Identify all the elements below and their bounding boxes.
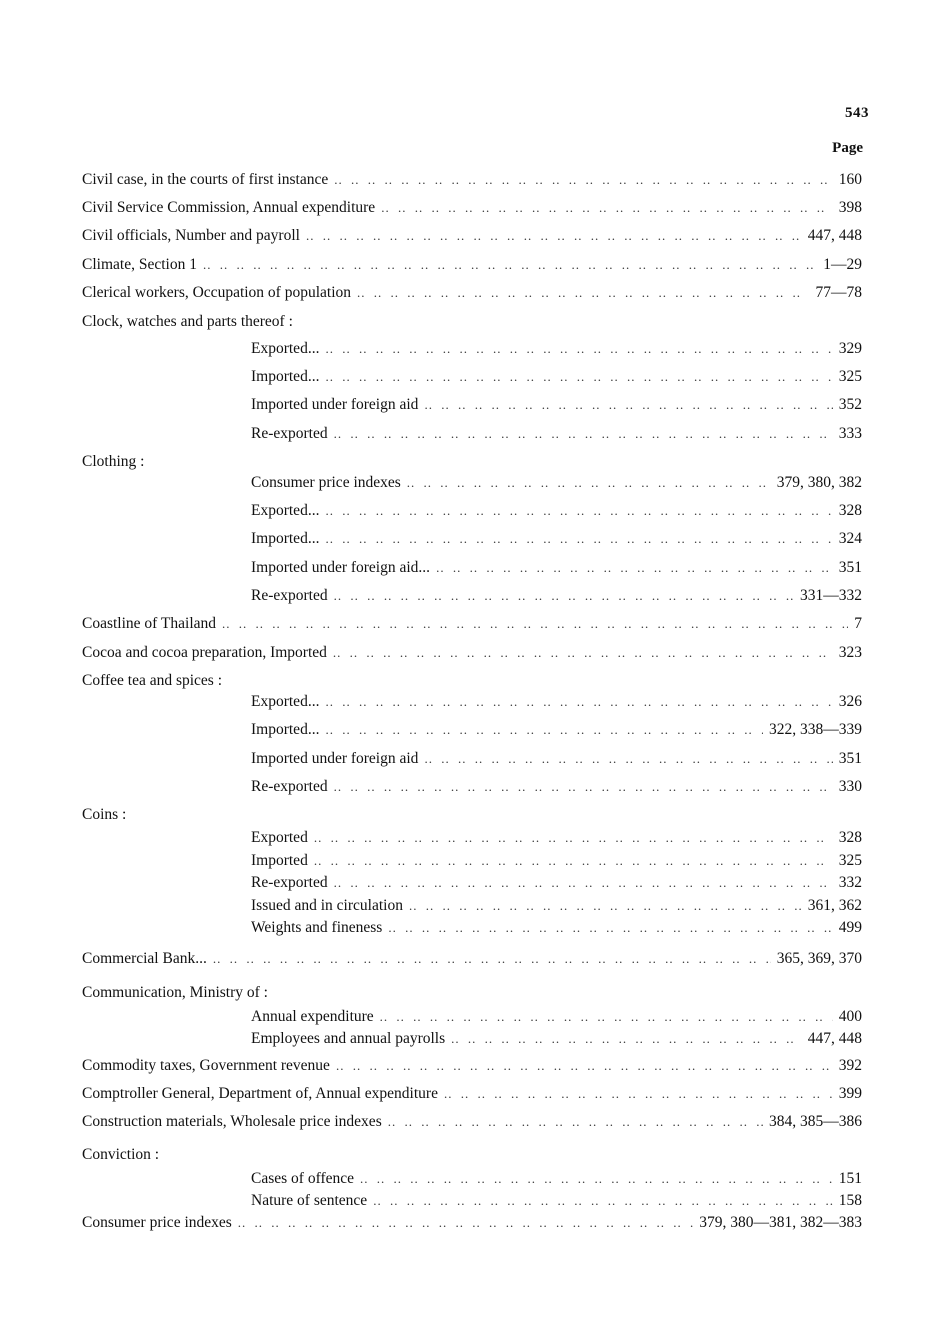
dot-leader — [213, 949, 771, 969]
entry-label: Clock, watches and parts thereof : — [82, 313, 293, 330]
entry-label: Civil case, in the courts of first instance — [82, 171, 329, 188]
dot-leader — [436, 558, 833, 578]
dot-leader — [357, 283, 809, 303]
entry-label: Cocoa and cocoa preparation, Imported — [82, 644, 327, 661]
entry-label: Communication, Ministry of : — [82, 984, 268, 1001]
dot-leader — [203, 255, 817, 275]
entry-page-ref: 325 — [838, 852, 862, 869]
dot-leader — [407, 473, 771, 493]
entry-page-ref: 499 — [838, 919, 862, 936]
dot-leader — [325, 692, 832, 712]
index-subentry — [251, 720, 862, 740]
entry-label: Nature of sentence — [251, 1192, 368, 1209]
entry-label: Clerical workers, Occupation of population — [82, 284, 352, 301]
entry-page-ref: 324 — [838, 530, 862, 547]
index-subentry — [251, 851, 862, 871]
entry-page-ref: 398 — [838, 199, 862, 216]
entry-page-ref: 160 — [838, 171, 862, 188]
index-entry — [82, 283, 862, 303]
entry-page-ref: 326 — [838, 693, 862, 710]
page-number: 543 — [845, 105, 869, 121]
entry-page-ref: 158 — [838, 1192, 862, 1209]
index-entry — [82, 226, 862, 246]
entry-label: Exported — [251, 829, 308, 846]
entry-page-ref: 322, 338—339 — [769, 721, 862, 738]
dot-leader — [314, 851, 833, 871]
dot-leader — [334, 424, 833, 444]
entry-label: Consumer price indexes — [251, 474, 401, 491]
index-subentry — [251, 777, 862, 797]
index-subentry — [251, 918, 862, 938]
index-subentry — [251, 367, 862, 387]
entry-label: Comptroller General, Department of, Annual expenditure — [82, 1085, 438, 1102]
index-subentry — [251, 558, 862, 578]
entry-label: Imported — [251, 852, 308, 869]
index-entry — [82, 170, 862, 190]
entry-page-ref: 447, 448 — [807, 1030, 862, 1047]
entry-page-ref: 399 — [838, 1085, 862, 1102]
entry-label: Consumer price indexes — [82, 1214, 232, 1231]
index-entry — [82, 983, 862, 1003]
page-column-heading: Page — [832, 140, 863, 156]
entry-page-ref: 328 — [838, 502, 862, 519]
index-entry — [82, 312, 862, 332]
entry-label: Coins : — [82, 806, 127, 823]
entry-label: Issued and in circulation — [251, 897, 403, 914]
dot-leader — [334, 873, 833, 893]
index-entry — [82, 1056, 862, 1076]
index-entry — [82, 255, 862, 275]
index-subentry — [251, 473, 862, 493]
index-subentry — [251, 828, 862, 848]
index-entry — [82, 1213, 862, 1233]
entry-label: Conviction : — [82, 1146, 160, 1163]
index-subentry — [251, 1007, 862, 1027]
index-subentry — [251, 1029, 862, 1049]
index-subentry — [251, 873, 862, 893]
entry-page-ref: 351 — [838, 750, 862, 767]
dot-leader — [336, 1056, 833, 1076]
index-entry — [82, 805, 862, 825]
entry-label: Weights and fineness — [251, 919, 383, 936]
index-subentry — [251, 339, 862, 359]
index-entry — [82, 614, 862, 634]
entry-page-ref: 151 — [838, 1170, 862, 1187]
dot-leader — [388, 918, 832, 938]
entry-page-ref: 330 — [838, 778, 862, 795]
entry-page-ref: 7 — [854, 615, 862, 632]
dot-leader — [325, 367, 832, 387]
dot-leader — [451, 1029, 802, 1049]
entry-label: Imported... — [251, 368, 320, 385]
index-entry — [82, 1112, 862, 1132]
dot-leader — [388, 1112, 763, 1132]
entry-label: Employees and annual payrolls — [251, 1030, 446, 1047]
index-subentry — [251, 586, 862, 606]
entry-label: Imported... — [251, 721, 320, 738]
entry-label: Coastline of Thailand — [82, 615, 217, 632]
entry-label: Cases of offence — [251, 1170, 355, 1187]
dot-leader — [373, 1191, 833, 1211]
index-entry — [82, 1145, 862, 1165]
entry-page-ref: 331—332 — [800, 587, 862, 604]
entry-page-ref: 329 — [838, 340, 862, 357]
entry-page-ref: 325 — [838, 368, 862, 385]
entry-page-ref: 365, 369, 370 — [776, 950, 862, 967]
entry-page-ref: 392 — [838, 1057, 862, 1074]
entry-page-ref: 384, 385—386 — [769, 1113, 862, 1130]
entry-page-ref: 352 — [838, 396, 862, 413]
index-subentry — [251, 529, 862, 549]
dot-leader — [424, 395, 832, 415]
entry-label: Imported... — [251, 530, 320, 547]
entry-page-ref: 400 — [838, 1008, 862, 1025]
entry-page-ref: 361, 362 — [807, 897, 862, 914]
dot-leader — [325, 720, 763, 740]
entry-label: Exported... — [251, 502, 320, 519]
entry-label: Civil Service Commission, Annual expenditure — [82, 199, 376, 216]
entry-label: Construction materials, Wholesale price indexes — [82, 1113, 382, 1130]
entry-label: Commercial Bank... — [82, 950, 207, 967]
entry-page-ref: 328 — [838, 829, 862, 846]
index-entry — [82, 452, 862, 472]
entry-label: Re-exported — [251, 425, 328, 442]
entry-label: Annual expenditure — [251, 1008, 374, 1025]
entry-label: Imported under foreign aid — [251, 396, 419, 413]
dot-leader — [306, 226, 802, 246]
dot-leader — [380, 1007, 833, 1027]
entry-label: Exported... — [251, 340, 320, 357]
index-entry — [82, 198, 862, 218]
dot-leader — [334, 170, 833, 190]
entry-page-ref: 379, 380, 382 — [776, 474, 862, 491]
dot-leader — [333, 643, 833, 663]
entry-page-ref: 351 — [838, 559, 862, 576]
entry-label: Imported under foreign aid — [251, 750, 419, 767]
dot-leader — [325, 529, 832, 549]
entry-label: Re-exported — [251, 778, 328, 795]
dot-leader — [325, 501, 832, 521]
entry-label: Commodity taxes, Government revenue — [82, 1057, 330, 1074]
index-entry — [82, 1084, 862, 1104]
entry-label: Coffee tea and spices : — [82, 672, 223, 689]
index-subentry — [251, 692, 862, 712]
entry-label: Re-exported — [251, 587, 328, 604]
index-subentry — [251, 896, 862, 916]
entry-label: Climate, Section 1 — [82, 256, 197, 273]
entry-label: Re-exported — [251, 874, 328, 891]
dot-leader — [222, 614, 848, 634]
entry-page-ref: 379, 380—381, 382—383 — [699, 1214, 862, 1231]
dot-leader — [314, 828, 833, 848]
index-entry — [82, 643, 862, 663]
entry-label: Imported under foreign aid... — [251, 559, 431, 576]
entry-page-ref: 333 — [838, 425, 862, 442]
dot-leader — [424, 749, 832, 769]
dot-leader — [381, 198, 833, 218]
entry-page-ref: 323 — [838, 644, 862, 661]
entry-label: Exported... — [251, 693, 320, 710]
dot-leader — [444, 1084, 833, 1104]
index-subentry — [251, 424, 862, 444]
index-subentry — [251, 1169, 862, 1189]
entry-page-ref: 1—29 — [823, 256, 862, 273]
index-subentry — [251, 501, 862, 521]
dot-leader — [409, 896, 802, 916]
dot-leader — [325, 339, 832, 359]
entry-label: Civil officials, Number and payroll — [82, 227, 300, 244]
index-subentry — [251, 395, 862, 415]
index-entry — [82, 671, 862, 691]
entry-page-ref: 77—78 — [815, 284, 862, 301]
dot-leader — [238, 1213, 693, 1233]
dot-leader — [334, 586, 794, 606]
entry-label: Clothing : — [82, 453, 145, 470]
entry-page-ref: 332 — [838, 874, 862, 891]
index-entry — [82, 949, 862, 969]
index-subentry — [251, 1191, 862, 1211]
dot-leader — [360, 1169, 833, 1189]
dot-leader — [334, 777, 833, 797]
index-subentry — [251, 749, 862, 769]
entry-page-ref: 447, 448 — [807, 227, 862, 244]
